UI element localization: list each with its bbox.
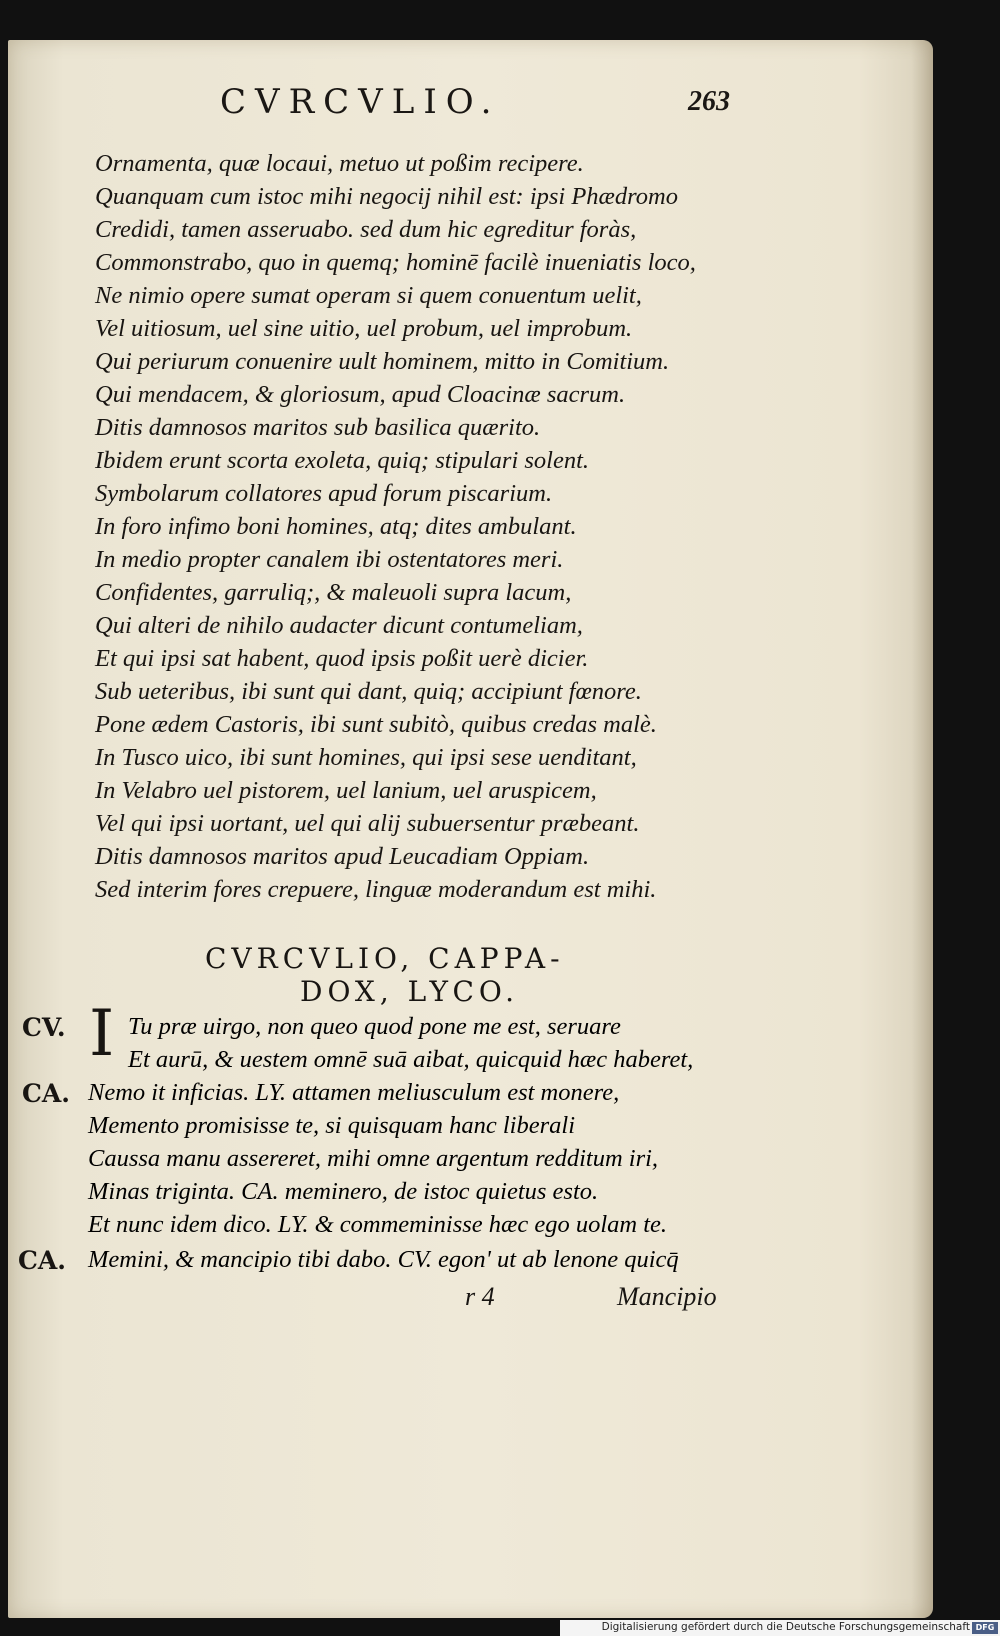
verse-line: Pone ædem Castoris, ibi sunt subitò, quibus credas malè.	[95, 711, 657, 738]
dialogue-line: Memini, & mancipio tibi dabo. CV. egon' ut ab lenone quicq̄	[88, 1246, 679, 1273]
verse-line: Symbolarum collatores apud forum piscarium.	[95, 480, 553, 507]
dialogue-line: Minas triginta. CA. meminero, de istoc quietus esto.	[88, 1178, 599, 1205]
verse-line: Quanquam cum istoc mihi negocij nihil est: ipsi Phædromo	[95, 183, 678, 210]
dialogue-line: Tu præ uirgo, non queo quod pone me est, seruare	[128, 1013, 621, 1040]
verse-line: Confidentes, garruliq;, & maleuoli supra lacum,	[95, 579, 572, 606]
verse-line: In Velabro uel pistorem, uel lanium, uel aruspicem,	[95, 777, 597, 804]
verse-line: Qui mendacem, & gloriosum, apud Cloacinæ sacrum.	[95, 381, 626, 408]
dialogue-line: Nemo it inficias. LY. attamen meliusculum est monere,	[88, 1079, 620, 1106]
digitization-credit: Digitalisierung gefördert durch die Deutsche Forschungsgemeinschaft	[601, 1621, 970, 1633]
scene-heading: DOX, LYCO.	[300, 975, 520, 1008]
verse-line: Qui alteri de nihilo audacter dicunt contumeliam,	[95, 612, 583, 639]
verse-line: Ditis damnosos maritos apud Leucadiam Oppiam.	[95, 843, 590, 870]
speaker-label: CV.	[22, 1013, 66, 1042]
verse-line: Et qui ipsi sat habent, quod ipsis poßit uerè dicier.	[95, 645, 589, 672]
verse-line: In Tusco uico, ibi sunt homines, qui ipsi sese uenditant,	[95, 744, 637, 771]
verse-line: Ibidem erunt scorta exoleta, quiq; stipulari solent.	[95, 447, 590, 474]
verse-line: Ornamenta, quæ locaui, metuo ut poßim recipere.	[95, 150, 584, 177]
page-header	[0, 82, 1000, 122]
page-number: 263	[688, 86, 730, 117]
verse-line: Qui periurum conuenire uult hominem, mitto in Comitium.	[95, 348, 670, 375]
speaker-label: CA.	[18, 1246, 66, 1275]
drop-capital: I	[89, 997, 115, 1071]
verse-line: Vel uitiosum, uel sine uitio, uel probum, uel improbum.	[95, 315, 633, 342]
running-title: CVRCVLIO.	[220, 82, 501, 122]
verse-line: Sub ueteribus, ibi sunt qui dant, quiq; accipiunt fœnore.	[95, 678, 642, 705]
verse-line: Vel qui ipsi uortant, uel qui alij subuersentur præbeant.	[95, 810, 640, 837]
catchword: Mancipio	[617, 1282, 717, 1311]
verse-line: Credidi, tamen asseruabo. sed dum hic egreditur foràs,	[95, 216, 637, 243]
dialogue-line: Et nunc idem dico. LY. & commeminisse hæc ego uolam te.	[88, 1211, 668, 1238]
verse-line: In medio propter canalem ibi ostentatores meri.	[95, 546, 564, 573]
dialogue-line: Caussa manu assereret, mihi omne argentum redditum iri,	[88, 1145, 659, 1172]
verse-line: Commonstrabo, quo in quemq; hominē facilè inueniatis loco,	[95, 249, 696, 276]
speaker-label: CA.	[22, 1079, 70, 1108]
dialogue-line: Memento promisisse te, si quisquam hanc liberali	[88, 1112, 576, 1139]
verse-line: In foro infimo boni homines, atq; dites ambulant.	[95, 513, 577, 540]
dialogue-line: Et aurū, & uestem omnē suā aibat, quicquid hæc haberet,	[128, 1046, 694, 1073]
verse-line: Ne nimio opere sumat operam si quem conuentum uelit,	[95, 282, 642, 309]
verse-line: Sed interim fores crepuere, linguæ moderandum est mihi.	[95, 876, 657, 903]
signature-mark: r 4	[465, 1282, 495, 1311]
verse-line: Ditis damnosos maritos sub basilica quærito.	[95, 414, 541, 441]
scene-heading: CVRCVLIO, CAPPA-	[205, 942, 565, 975]
dfg-logo: DFG	[972, 1622, 998, 1634]
